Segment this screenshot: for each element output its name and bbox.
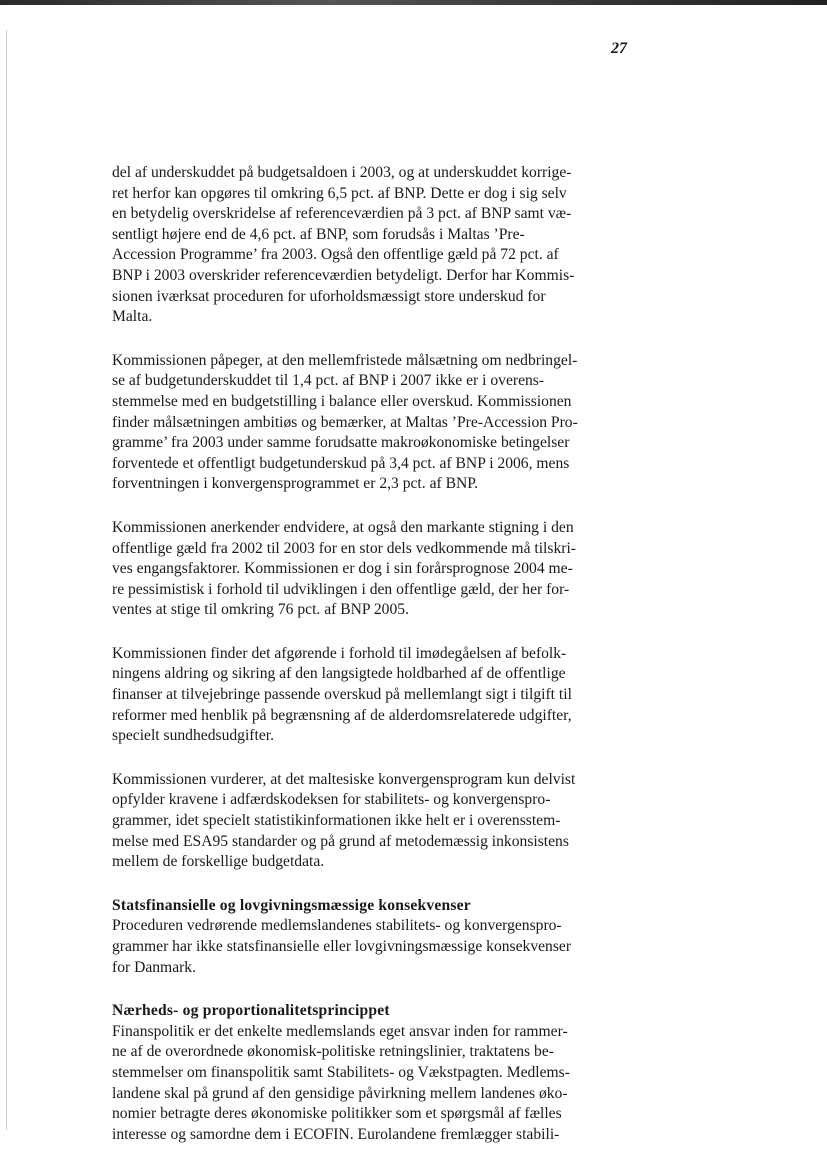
top-edge-rule bbox=[0, 0, 827, 5]
paragraph-public-debt: Kommissionen anerkender endvidere, at også den markante stigning i den offentlige gæld fra 2002 til 2003 for en stor dels vedkommende må tilskri- ves engangsfaktorer. Kommissionen er dog i sin forårsprognose 2004 me- re pessimistisk i forhold til udviklingen i den offentlige gæld, der her for- ventes at stige til omkring 76 pct. af BNP 2005. bbox=[112, 518, 576, 619]
paragraph-ageing-population: Kommissionen finder det afgørende i forhold til imødegåelsen af befolk- ningens aldring og sikring af den langsigtede holdbarhed af de offentlige finanser at tilvejebringe passende overskud på mellemlangt sigt i tilgift til reformer med henblik på begrænsning af de alderdomsrelaterede udgifter, specielt sundhedsudgifter. bbox=[112, 644, 572, 745]
section-body-fiscal-consequences: Proceduren vedrørende medlemslandenes stabilitets- og konvergenspro- grammer har ikke statsfinansielle eller lovgivningsmæssige konsekvenser for Danmark. bbox=[112, 917, 572, 976]
page-number: 27 bbox=[611, 40, 627, 57]
scan-left-edge bbox=[6, 30, 7, 1130]
paragraph-malta-deficit: del af underskuddet på budgetsaldoen i 2003, og at underskuddet korrige- ret herfor kan opgøres til omkring 6,5 pct. af BNP. Dette er dog i sig selv en betydelig overskridelse af referenceværdien på 3 pct. af BNP samt væ- sentligt højere end de 4,6 pct. af BNP, som forudsås i Maltas ’Pre- Accession Programme’ fra 2003. Også den offentlige gæld på 72 pct. af BNP i 2003 overskrider referenceværdien betydeligt. Derfor har Kommis- sionen iværksat proceduren for uforholdsmæssigt store underskud for Malta. bbox=[112, 164, 575, 326]
section-title-fiscal-consequences: Statsfinansielle og lovgivningsmæssige konsekvenser bbox=[112, 896, 471, 914]
paragraph-code-of-conduct: Kommissionen vurderer, at det maltesiske konvergensprogram kun delvist opfylder kravene i adfærdskodeksen for stabilitets- og konvergenspro- grammer, idet specielt statistikinformationen ikke helt er i overensstem- melse med ESA95 standarder og på grund af metodemæssig inkonsistens mellem de forskellige budgetdata. bbox=[112, 770, 576, 871]
paragraph-medium-term-target: Kommissionen påpeger, at den mellemfristede målsætning om nedbringel- se af budgetunderskuddet til 1,4 pct. af BNP i 2007 ikke er i overens- stemmelse med en budgetstilling i balance eller overskud. Kommissionen finder målsætningen ambitiøs og bemærker, at Maltas ’Pre-Accession Pro- gramme’ fra 2003 under samme forudsatte makroøkonomiske betingelser forventede et offentligt budgetunderskud på 3,4 pct. af BNP i 2006, mens forventningen i konvergensprogrammet er 2,3 pct. af BNP. bbox=[112, 351, 578, 493]
section-body-subsidiarity: Finanspolitik er det enkelte medlemslands eget ansvar inden for rammer- ne af de overordnede økonomisk-politiske retningslinier, traktatens be- stemmelser om finanspolitik samt Stabilitets- og Vækstpagten. Medlems- landene skal på grund af den gensidige påvirkning mellem landenes øko- nomier betragte deres økonomiske politikker som et spørgsmål af fælles interesse og samordne dem i ECOFIN. Eurolandene fremlægger stabili- bbox=[112, 1022, 570, 1143]
page-body bbox=[112, 163, 640, 1168]
section-title-subsidiarity: Nærheds- og proportionalitetsprincippet bbox=[112, 1002, 390, 1020]
